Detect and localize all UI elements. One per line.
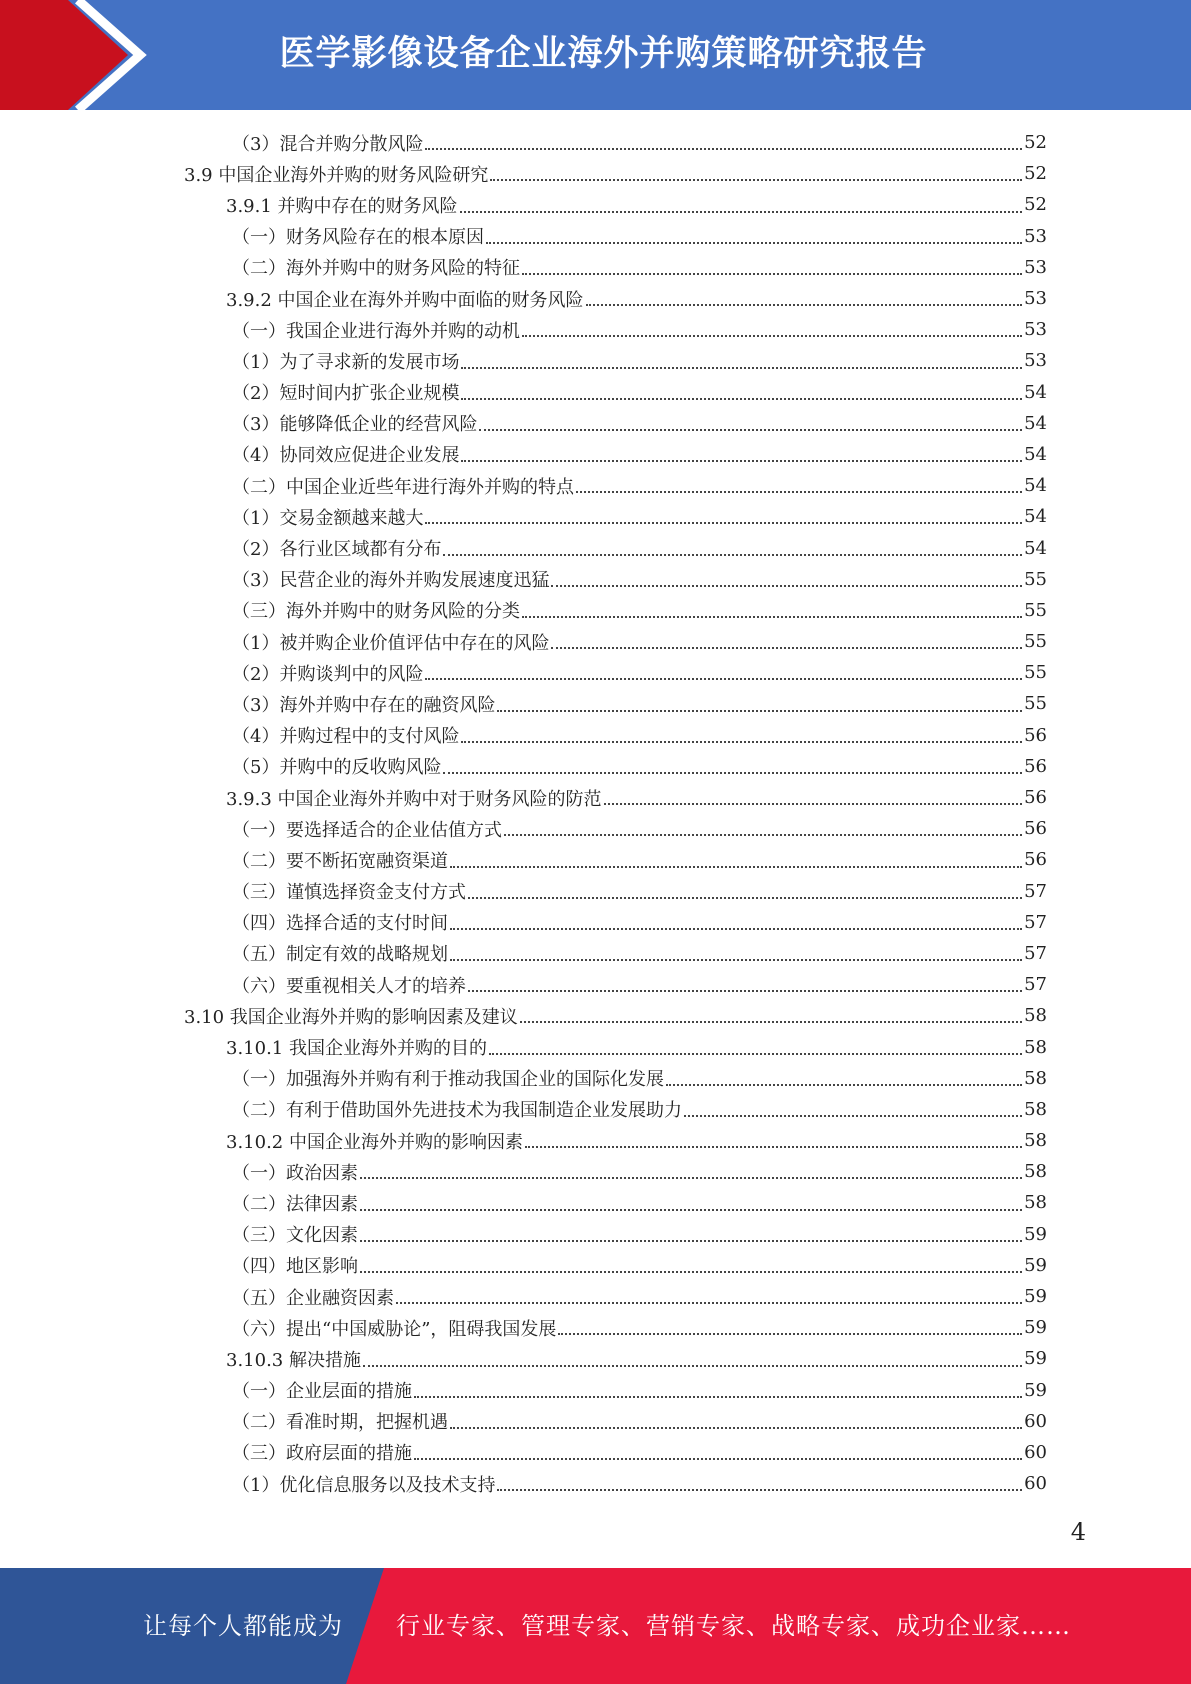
toc-dot-leader [360, 1239, 1022, 1242]
page-header [0, 0, 1191, 110]
toc-entry-title: （一）企业层面的措施 [232, 1381, 412, 1403]
toc-entry-page: 58 [1024, 1005, 1047, 1027]
toc-entry-title: （3）能够降低企业的经营风险 [232, 414, 478, 436]
toc-entry[interactable] [0, 1156, 1191, 1187]
toc-dot-leader [522, 334, 1022, 337]
toc-entry-title: （三）谨慎选择资金支付方式 [232, 882, 466, 904]
toc-entry[interactable] [0, 938, 1191, 969]
toc-entry-page: 59 [1024, 1286, 1047, 1308]
toc-entry[interactable] [0, 158, 1191, 189]
toc-entry[interactable] [0, 1406, 1191, 1437]
toc-entry-title: （二）海外并购中的财务风险的特征 [232, 258, 520, 280]
toc-entry-title: 3.9 中国企业海外并购的财务风险研究 [184, 164, 489, 186]
toc-entry[interactable] [0, 595, 1191, 626]
toc-entry-title: （二）要不断拓宽融资渠道 [232, 850, 448, 872]
toc-entry-page: 52 [1024, 163, 1047, 185]
toc-entry-page: 54 [1024, 506, 1047, 528]
toc-dot-leader [551, 646, 1022, 649]
toc-entry[interactable] [0, 1281, 1191, 1312]
toc-entry-title: （一）政治因素 [232, 1162, 358, 1184]
toc-entry-title: （六）要重视相关人才的培养 [232, 975, 466, 997]
toc-entry-page: 59 [1024, 1317, 1047, 1339]
toc-entry[interactable] [0, 1375, 1191, 1406]
toc-entry-page: 59 [1024, 1348, 1047, 1370]
toc-entry-title: （3）民营企业的海外并购发展速度迅猛 [232, 570, 550, 592]
toc-entry-page: 58 [1024, 1067, 1047, 1089]
toc-entry-page: 53 [1024, 256, 1047, 278]
toc-entry[interactable] [0, 532, 1191, 563]
toc-entry[interactable] [0, 1000, 1191, 1031]
toc-dot-leader [460, 210, 1023, 213]
toc-dot-leader [468, 896, 1022, 899]
footer-slogan-left: 让每个人都能成为 [143, 1612, 343, 1640]
toc-entry[interactable] [0, 501, 1191, 532]
footer-slogan-right: 行业专家、管理专家、营销专家、战略专家、成功企业家…… [396, 1612, 1071, 1640]
toc-entry-page: 52 [1024, 132, 1047, 154]
toc-dot-leader [360, 1270, 1022, 1273]
toc-entry-page: 57 [1024, 942, 1047, 964]
toc-dot-leader [443, 553, 1022, 556]
toc-entry-page: 53 [1024, 319, 1047, 341]
toc-dot-leader [468, 989, 1022, 992]
toc-dot-leader [666, 1083, 1022, 1086]
toc-entry[interactable] [0, 751, 1191, 782]
toc-entry-title: （一）要选择适合的企业估值方式 [232, 819, 502, 841]
toc-entry-title: （一）财务风险存在的根本原因 [232, 227, 484, 249]
toc-entry-title: （三）政府层面的措施 [232, 1443, 412, 1465]
toc-entry-title: （六）提出“中国威胁论”，阻碍我国发展 [232, 1318, 557, 1340]
toc-entry[interactable] [0, 626, 1191, 657]
toc-entry[interactable] [0, 969, 1191, 1000]
toc-entry-title: （二）看准时期，把握机遇 [232, 1412, 448, 1434]
toc-entry-page: 54 [1024, 381, 1047, 403]
toc-entry-title: 3.9.1 并购中存在的财务风险 [226, 195, 458, 217]
toc-entry-title: （三）文化因素 [232, 1225, 358, 1247]
toc-entry[interactable] [0, 470, 1191, 501]
toc-dot-leader [490, 178, 1022, 181]
toc-entry[interactable] [0, 127, 1191, 158]
toc-entry-page: 56 [1024, 755, 1047, 777]
toc-entry-page: 54 [1024, 443, 1047, 465]
toc-entry-page: 58 [1024, 1130, 1047, 1152]
toc-dot-leader [450, 1426, 1022, 1429]
toc-entry-title: （3）海外并购中存在的融资风险 [232, 694, 496, 716]
toc-entry-title: （5）并购中的反收购风险 [232, 757, 442, 779]
toc-entry[interactable] [0, 876, 1191, 907]
toc-entry-title: （一）加强海外并购有利于推动我国企业的国际化发展 [232, 1069, 664, 1091]
toc-entry[interactable] [0, 1094, 1191, 1125]
toc-entry-page: 56 [1024, 818, 1047, 840]
toc-dot-leader [450, 865, 1022, 868]
toc-entry-title: （一）我国企业进行海外并购的动机 [232, 320, 520, 342]
toc-dot-leader [525, 1145, 1022, 1148]
toc-entry[interactable] [0, 1468, 1191, 1499]
toc-dot-leader [479, 428, 1022, 431]
toc-entry[interactable] [0, 377, 1191, 408]
toc-entry-page: 56 [1024, 724, 1047, 746]
toc-entry-title: （1）交易金额越来越大 [232, 507, 424, 529]
toc-entry-page: 57 [1024, 974, 1047, 996]
toc-dot-leader [414, 1457, 1022, 1460]
toc-entry[interactable] [0, 564, 1191, 595]
toc-dot-leader [504, 833, 1022, 836]
toc-entry-page: 52 [1024, 194, 1047, 216]
toc-entry[interactable] [0, 907, 1191, 938]
toc-entry-page: 60 [1024, 1410, 1047, 1432]
toc-entry-page: 60 [1024, 1441, 1047, 1463]
toc-entry-title: 3.10.1 我国企业海外并购的目的 [226, 1038, 487, 1060]
toc-dot-leader [604, 802, 1023, 805]
page-footer [0, 1568, 1191, 1684]
toc-entry-page: 58 [1024, 1098, 1047, 1120]
toc-entry-title: 3.10.3 解决措施 [226, 1349, 361, 1371]
toc-entry-title: 3.9.3 中国企业海外并购中对于财务风险的防范 [226, 788, 602, 810]
toc-entry[interactable] [0, 1031, 1191, 1062]
toc-entry-title: （2）短时间内扩张企业规模 [232, 383, 460, 405]
toc-entry-page: 54 [1024, 537, 1047, 559]
toc-dot-leader [461, 397, 1022, 400]
toc-entry[interactable] [0, 688, 1191, 719]
toc-entry-title: （2）各行业区域都有分布 [232, 539, 442, 561]
toc-entry-title: 3.9.2 中国企业在海外并购中面临的财务风险 [226, 289, 584, 311]
toc-dot-leader [461, 740, 1022, 743]
toc-entry-page: 53 [1024, 288, 1047, 310]
toc-entry-page: 59 [1024, 1379, 1047, 1401]
toc-entry-title: （五）制定有效的战略规划 [232, 944, 448, 966]
toc-dot-leader [489, 1052, 1022, 1055]
toc-entry[interactable] [0, 1187, 1191, 1218]
toc-entry-page: 54 [1024, 412, 1047, 434]
toc-entry[interactable] [0, 252, 1191, 283]
toc-entry-page: 58 [1024, 1036, 1047, 1058]
document-title: 医学影像设备企业海外并购策略研究报告 [279, 34, 928, 74]
toc-entry-title: （二）有利于借助国外先进技术为我国制造企业发展助力 [232, 1100, 682, 1122]
toc-dot-leader [684, 1114, 1022, 1117]
toc-dot-leader [425, 147, 1022, 150]
toc-entry-page: 59 [1024, 1223, 1047, 1245]
toc-entry[interactable] [0, 1312, 1191, 1343]
toc-entry-title: （1）优化信息服务以及技术支持 [232, 1474, 496, 1496]
toc-dot-leader [450, 927, 1022, 930]
toc-dot-leader [450, 958, 1022, 961]
toc-entry-page: 59 [1024, 1254, 1047, 1276]
toc-dot-leader [360, 1176, 1022, 1179]
toc-entry-title: （二）法律因素 [232, 1193, 358, 1215]
toc-entry[interactable] [0, 283, 1191, 314]
toc-entry[interactable] [0, 720, 1191, 751]
toc-dot-leader [586, 303, 1023, 306]
toc-dot-leader [425, 521, 1022, 524]
toc-dot-leader [363, 1364, 1022, 1367]
toc-entry-page: 55 [1024, 568, 1047, 590]
toc-entry-title: （4）并购过程中的支付风险 [232, 726, 460, 748]
toc-entry[interactable] [0, 1063, 1191, 1094]
toc-entry-page: 56 [1024, 787, 1047, 809]
toc-entry-page: 55 [1024, 631, 1047, 653]
toc-entry-title: （四）选择合适的支付时间 [232, 913, 448, 935]
toc-entry-page: 53 [1024, 225, 1047, 247]
toc-entry[interactable] [0, 189, 1191, 220]
toc-entry-title: （三）海外并购中的财务风险的分类 [232, 601, 520, 623]
toc-dot-leader [414, 1395, 1022, 1398]
toc-entry[interactable] [0, 813, 1191, 844]
toc-entry[interactable] [0, 1343, 1191, 1374]
toc-dot-leader [520, 1020, 1022, 1023]
toc-entry-title: （四）地区影响 [232, 1256, 358, 1278]
toc-entry-page: 55 [1024, 599, 1047, 621]
toc-entry-page: 55 [1024, 693, 1047, 715]
page-number: 4 [1070, 1518, 1086, 1546]
toc-entry[interactable] [0, 1125, 1191, 1156]
toc-entry[interactable] [0, 657, 1191, 688]
toc-entry-title: （五）企业融资因素 [232, 1287, 394, 1309]
toc-entry-page: 60 [1024, 1473, 1047, 1495]
toc-entry[interactable] [0, 1219, 1191, 1250]
toc-entry-page: 57 [1024, 911, 1047, 933]
toc-entry[interactable] [0, 439, 1191, 470]
toc-entry-page: 56 [1024, 849, 1047, 871]
toc-dot-leader [522, 615, 1022, 618]
toc-dot-leader [576, 490, 1022, 493]
toc-entry-title: （2）并购谈判中的风险 [232, 663, 424, 685]
toc-entry[interactable] [0, 314, 1191, 345]
toc-entry[interactable] [0, 1250, 1191, 1281]
toc-entry-title: 3.10 我国企业海外并购的影响因素及建议 [184, 1006, 518, 1028]
toc-dot-leader [497, 1488, 1022, 1491]
toc-entry-page: 55 [1024, 662, 1047, 684]
toc-entry[interactable] [0, 782, 1191, 813]
toc-dot-leader [486, 241, 1022, 244]
toc-dot-leader [396, 1301, 1022, 1304]
table-of-contents [0, 127, 1191, 1499]
toc-entry-title: （4）协同效应促进企业发展 [232, 445, 460, 467]
toc-entry-title: （1）为了寻求新的发展市场 [232, 351, 460, 373]
toc-entry-page: 58 [1024, 1192, 1047, 1214]
toc-entry-page: 58 [1024, 1161, 1047, 1183]
toc-dot-leader [522, 272, 1022, 275]
toc-entry[interactable] [0, 408, 1191, 439]
toc-entry-page: 57 [1024, 880, 1047, 902]
toc-dot-leader [461, 366, 1022, 369]
toc-dot-leader [443, 771, 1022, 774]
toc-entry-title: 3.10.2 中国企业海外并购的影响因素 [226, 1131, 523, 1153]
toc-entry-page: 53 [1024, 350, 1047, 372]
toc-entry-page: 54 [1024, 475, 1047, 497]
toc-entry[interactable] [0, 1437, 1191, 1468]
toc-entry[interactable] [0, 844, 1191, 875]
toc-entry[interactable] [0, 221, 1191, 252]
toc-dot-leader [461, 459, 1022, 462]
toc-dot-leader [425, 677, 1022, 680]
toc-dot-leader [360, 1208, 1022, 1211]
toc-entry-title: （3）混合并购分散风险 [232, 133, 424, 155]
toc-dot-leader [551, 584, 1022, 587]
toc-entry-title: （二）中国企业近些年进行海外并购的特点 [232, 476, 574, 498]
toc-dot-leader [497, 709, 1022, 712]
toc-dot-leader [558, 1332, 1022, 1335]
toc-entry-title: （1）被并购企业价值评估中存在的风险 [232, 632, 550, 654]
toc-entry[interactable] [0, 345, 1191, 376]
